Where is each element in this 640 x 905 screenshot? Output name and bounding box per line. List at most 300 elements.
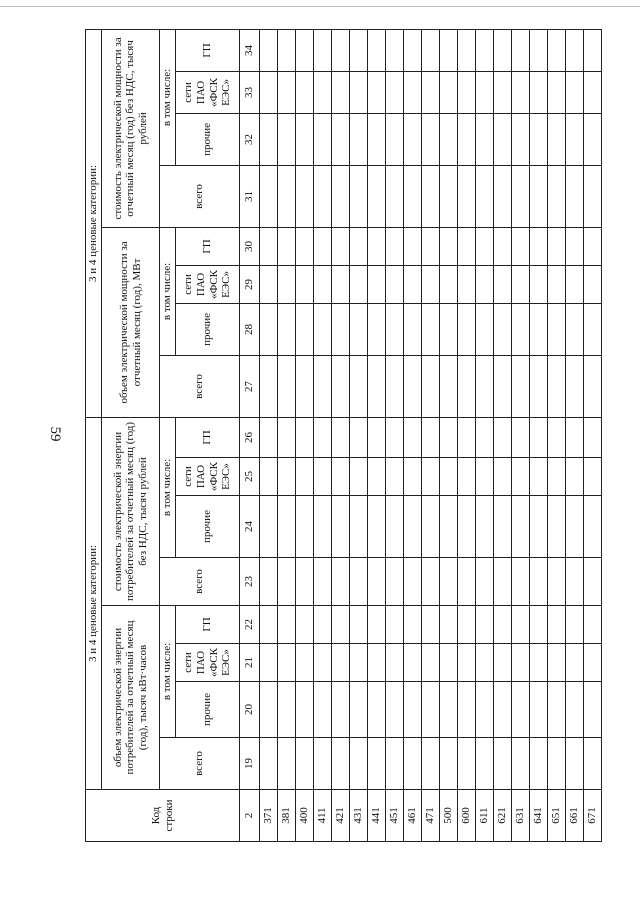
empty-cell[interactable]: [386, 496, 404, 558]
empty-cell[interactable]: [404, 227, 422, 265]
empty-cell[interactable]: [422, 227, 440, 265]
empty-cell[interactable]: [494, 682, 512, 738]
empty-cell[interactable]: [494, 458, 512, 496]
empty-cell[interactable]: [314, 496, 332, 558]
empty-cell[interactable]: [404, 165, 422, 227]
empty-cell[interactable]: [422, 113, 440, 165]
empty-cell[interactable]: [530, 355, 548, 417]
empty-cell[interactable]: [296, 71, 314, 113]
empty-cell[interactable]: [440, 113, 458, 165]
empty-cell[interactable]: [314, 29, 332, 71]
empty-cell[interactable]: [278, 227, 296, 265]
empty-cell[interactable]: [512, 644, 530, 682]
empty-cell[interactable]: [530, 113, 548, 165]
empty-cell[interactable]: [386, 355, 404, 417]
empty-cell[interactable]: [530, 682, 548, 738]
empty-cell[interactable]: [494, 265, 512, 303]
empty-cell[interactable]: [260, 227, 278, 265]
empty-cell[interactable]: [566, 558, 584, 606]
empty-cell[interactable]: [296, 738, 314, 790]
empty-cell[interactable]: [476, 558, 494, 606]
empty-cell[interactable]: [314, 227, 332, 265]
empty-cell[interactable]: [422, 265, 440, 303]
empty-cell[interactable]: [584, 265, 602, 303]
empty-cell[interactable]: [494, 303, 512, 355]
empty-cell[interactable]: [386, 165, 404, 227]
empty-cell[interactable]: [350, 71, 368, 113]
empty-cell[interactable]: [548, 165, 566, 227]
empty-cell[interactable]: [350, 113, 368, 165]
empty-cell[interactable]: [422, 496, 440, 558]
empty-cell[interactable]: [548, 113, 566, 165]
empty-cell[interactable]: [314, 738, 332, 790]
empty-cell[interactable]: [440, 71, 458, 113]
empty-cell[interactable]: [332, 682, 350, 738]
empty-cell[interactable]: [530, 71, 548, 113]
empty-cell[interactable]: [386, 682, 404, 738]
empty-cell[interactable]: [260, 417, 278, 457]
empty-cell[interactable]: [278, 265, 296, 303]
empty-cell[interactable]: [584, 738, 602, 790]
empty-cell[interactable]: [278, 682, 296, 738]
empty-cell[interactable]: [422, 417, 440, 457]
empty-cell[interactable]: [584, 417, 602, 457]
empty-cell[interactable]: [386, 71, 404, 113]
empty-cell[interactable]: [296, 265, 314, 303]
empty-cell[interactable]: [548, 355, 566, 417]
empty-cell[interactable]: [566, 496, 584, 558]
empty-cell[interactable]: [530, 303, 548, 355]
empty-cell[interactable]: [350, 496, 368, 558]
empty-cell[interactable]: [566, 458, 584, 496]
empty-cell[interactable]: [314, 71, 332, 113]
empty-cell[interactable]: [494, 644, 512, 682]
empty-cell[interactable]: [368, 355, 386, 417]
empty-cell[interactable]: [386, 303, 404, 355]
empty-cell[interactable]: [350, 682, 368, 738]
empty-cell[interactable]: [566, 29, 584, 71]
empty-cell[interactable]: [566, 227, 584, 265]
empty-cell[interactable]: [530, 29, 548, 71]
empty-cell[interactable]: [584, 303, 602, 355]
empty-cell[interactable]: [512, 165, 530, 227]
empty-cell[interactable]: [440, 165, 458, 227]
empty-cell[interactable]: [458, 265, 476, 303]
empty-cell[interactable]: [296, 417, 314, 457]
empty-cell[interactable]: [368, 606, 386, 644]
empty-cell[interactable]: [440, 644, 458, 682]
empty-cell[interactable]: [350, 265, 368, 303]
empty-cell[interactable]: [332, 355, 350, 417]
empty-cell[interactable]: [458, 644, 476, 682]
empty-cell[interactable]: [584, 496, 602, 558]
empty-cell[interactable]: [278, 165, 296, 227]
empty-cell[interactable]: [296, 165, 314, 227]
empty-cell[interactable]: [350, 355, 368, 417]
empty-cell[interactable]: [512, 227, 530, 265]
empty-cell[interactable]: [386, 738, 404, 790]
empty-cell[interactable]: [476, 165, 494, 227]
empty-cell[interactable]: [386, 417, 404, 457]
empty-cell[interactable]: [440, 682, 458, 738]
empty-cell[interactable]: [476, 29, 494, 71]
empty-cell[interactable]: [548, 738, 566, 790]
empty-cell[interactable]: [350, 606, 368, 644]
empty-cell[interactable]: [458, 29, 476, 71]
empty-cell[interactable]: [566, 71, 584, 113]
empty-cell[interactable]: [422, 558, 440, 606]
empty-cell[interactable]: [368, 417, 386, 457]
empty-cell[interactable]: [476, 417, 494, 457]
empty-cell[interactable]: [584, 458, 602, 496]
empty-cell[interactable]: [584, 355, 602, 417]
empty-cell[interactable]: [404, 29, 422, 71]
empty-cell[interactable]: [296, 496, 314, 558]
empty-cell[interactable]: [404, 303, 422, 355]
empty-cell[interactable]: [404, 682, 422, 738]
empty-cell[interactable]: [530, 165, 548, 227]
empty-cell[interactable]: [548, 682, 566, 738]
empty-cell[interactable]: [458, 458, 476, 496]
empty-cell[interactable]: [260, 458, 278, 496]
empty-cell[interactable]: [260, 682, 278, 738]
empty-cell[interactable]: [314, 417, 332, 457]
empty-cell[interactable]: [332, 738, 350, 790]
empty-cell[interactable]: [332, 644, 350, 682]
empty-cell[interactable]: [584, 113, 602, 165]
empty-cell[interactable]: [422, 644, 440, 682]
empty-cell[interactable]: [440, 458, 458, 496]
empty-cell[interactable]: [368, 644, 386, 682]
empty-cell[interactable]: [566, 606, 584, 644]
empty-cell[interactable]: [260, 303, 278, 355]
empty-cell[interactable]: [296, 113, 314, 165]
empty-cell[interactable]: [278, 113, 296, 165]
empty-cell[interactable]: [368, 496, 386, 558]
empty-cell[interactable]: [512, 458, 530, 496]
empty-cell[interactable]: [368, 303, 386, 355]
empty-cell[interactable]: [368, 165, 386, 227]
empty-cell[interactable]: [566, 738, 584, 790]
empty-cell[interactable]: [476, 227, 494, 265]
empty-cell[interactable]: [314, 113, 332, 165]
empty-cell[interactable]: [548, 558, 566, 606]
empty-cell[interactable]: [386, 265, 404, 303]
empty-cell[interactable]: [548, 417, 566, 457]
empty-cell[interactable]: [332, 113, 350, 165]
empty-cell[interactable]: [494, 355, 512, 417]
empty-cell[interactable]: [260, 606, 278, 644]
empty-cell[interactable]: [350, 417, 368, 457]
empty-cell[interactable]: [530, 496, 548, 558]
empty-cell[interactable]: [350, 558, 368, 606]
empty-cell[interactable]: [476, 303, 494, 355]
empty-cell[interactable]: [494, 165, 512, 227]
empty-cell[interactable]: [458, 738, 476, 790]
empty-cell[interactable]: [476, 265, 494, 303]
empty-cell[interactable]: [260, 71, 278, 113]
empty-cell[interactable]: [404, 558, 422, 606]
empty-cell[interactable]: [332, 29, 350, 71]
empty-cell[interactable]: [476, 113, 494, 165]
empty-cell[interactable]: [458, 558, 476, 606]
empty-cell[interactable]: [548, 644, 566, 682]
empty-cell[interactable]: [476, 496, 494, 558]
empty-cell[interactable]: [314, 303, 332, 355]
empty-cell[interactable]: [566, 303, 584, 355]
empty-cell[interactable]: [386, 644, 404, 682]
empty-cell[interactable]: [314, 558, 332, 606]
empty-cell[interactable]: [404, 644, 422, 682]
empty-cell[interactable]: [332, 558, 350, 606]
empty-cell[interactable]: [440, 496, 458, 558]
empty-cell[interactable]: [494, 71, 512, 113]
empty-cell[interactable]: [548, 496, 566, 558]
empty-cell[interactable]: [260, 496, 278, 558]
empty-cell[interactable]: [278, 303, 296, 355]
empty-cell[interactable]: [260, 29, 278, 71]
empty-cell[interactable]: [476, 458, 494, 496]
empty-cell[interactable]: [566, 644, 584, 682]
empty-cell[interactable]: [296, 227, 314, 265]
empty-cell[interactable]: [278, 644, 296, 682]
empty-cell[interactable]: [512, 417, 530, 457]
empty-cell[interactable]: [548, 606, 566, 644]
empty-cell[interactable]: [440, 265, 458, 303]
empty-cell[interactable]: [368, 738, 386, 790]
empty-cell[interactable]: [260, 558, 278, 606]
empty-cell[interactable]: [530, 606, 548, 644]
empty-cell[interactable]: [278, 496, 296, 558]
empty-cell[interactable]: [368, 71, 386, 113]
empty-cell[interactable]: [404, 265, 422, 303]
empty-cell[interactable]: [584, 71, 602, 113]
empty-cell[interactable]: [584, 29, 602, 71]
empty-cell[interactable]: [314, 644, 332, 682]
empty-cell[interactable]: [458, 417, 476, 457]
empty-cell[interactable]: [566, 113, 584, 165]
empty-cell[interactable]: [296, 558, 314, 606]
empty-cell[interactable]: [512, 738, 530, 790]
empty-cell[interactable]: [512, 303, 530, 355]
empty-cell[interactable]: [512, 113, 530, 165]
empty-cell[interactable]: [422, 71, 440, 113]
empty-cell[interactable]: [512, 682, 530, 738]
empty-cell[interactable]: [530, 227, 548, 265]
empty-cell[interactable]: [548, 29, 566, 71]
empty-cell[interactable]: [530, 738, 548, 790]
empty-cell[interactable]: [584, 558, 602, 606]
empty-cell[interactable]: [260, 644, 278, 682]
empty-cell[interactable]: [368, 558, 386, 606]
empty-cell[interactable]: [278, 71, 296, 113]
empty-cell[interactable]: [278, 738, 296, 790]
empty-cell[interactable]: [332, 606, 350, 644]
empty-cell[interactable]: [332, 165, 350, 227]
empty-cell[interactable]: [440, 29, 458, 71]
empty-cell[interactable]: [440, 558, 458, 606]
empty-cell[interactable]: [278, 558, 296, 606]
empty-cell[interactable]: [458, 496, 476, 558]
empty-cell[interactable]: [512, 71, 530, 113]
empty-cell[interactable]: [548, 71, 566, 113]
empty-cell[interactable]: [314, 682, 332, 738]
empty-cell[interactable]: [332, 71, 350, 113]
empty-cell[interactable]: [440, 417, 458, 457]
empty-cell[interactable]: [422, 738, 440, 790]
empty-cell[interactable]: [440, 738, 458, 790]
empty-cell[interactable]: [422, 29, 440, 71]
empty-cell[interactable]: [530, 644, 548, 682]
empty-cell[interactable]: [278, 606, 296, 644]
empty-cell[interactable]: [404, 606, 422, 644]
empty-cell[interactable]: [530, 558, 548, 606]
empty-cell[interactable]: [386, 558, 404, 606]
empty-cell[interactable]: [404, 738, 422, 790]
empty-cell[interactable]: [548, 265, 566, 303]
empty-cell[interactable]: [278, 417, 296, 457]
empty-cell[interactable]: [476, 738, 494, 790]
empty-cell[interactable]: [566, 355, 584, 417]
empty-cell[interactable]: [422, 303, 440, 355]
empty-cell[interactable]: [494, 558, 512, 606]
empty-cell[interactable]: [422, 606, 440, 644]
empty-cell[interactable]: [458, 606, 476, 644]
empty-cell[interactable]: [368, 29, 386, 71]
empty-cell[interactable]: [476, 644, 494, 682]
empty-cell[interactable]: [440, 606, 458, 644]
empty-cell[interactable]: [494, 496, 512, 558]
empty-cell[interactable]: [260, 265, 278, 303]
empty-cell[interactable]: [512, 496, 530, 558]
empty-cell[interactable]: [476, 355, 494, 417]
empty-cell[interactable]: [584, 682, 602, 738]
empty-cell[interactable]: [494, 29, 512, 71]
empty-cell[interactable]: [512, 29, 530, 71]
empty-cell[interactable]: [458, 682, 476, 738]
empty-cell[interactable]: [350, 29, 368, 71]
empty-cell[interactable]: [404, 355, 422, 417]
empty-cell[interactable]: [404, 496, 422, 558]
empty-cell[interactable]: [458, 227, 476, 265]
empty-cell[interactable]: [368, 265, 386, 303]
empty-cell[interactable]: [566, 682, 584, 738]
empty-cell[interactable]: [314, 265, 332, 303]
empty-cell[interactable]: [350, 303, 368, 355]
empty-cell[interactable]: [350, 738, 368, 790]
empty-cell[interactable]: [512, 606, 530, 644]
empty-cell[interactable]: [404, 71, 422, 113]
empty-cell[interactable]: [260, 113, 278, 165]
empty-cell[interactable]: [296, 458, 314, 496]
empty-cell[interactable]: [458, 71, 476, 113]
empty-cell[interactable]: [422, 458, 440, 496]
empty-cell[interactable]: [332, 227, 350, 265]
empty-cell[interactable]: [332, 458, 350, 496]
empty-cell[interactable]: [332, 417, 350, 457]
empty-cell[interactable]: [494, 738, 512, 790]
empty-cell[interactable]: [278, 29, 296, 71]
empty-cell[interactable]: [584, 644, 602, 682]
empty-cell[interactable]: [278, 355, 296, 417]
empty-cell[interactable]: [440, 227, 458, 265]
empty-cell[interactable]: [422, 165, 440, 227]
empty-cell[interactable]: [422, 355, 440, 417]
empty-cell[interactable]: [296, 682, 314, 738]
empty-cell[interactable]: [494, 227, 512, 265]
empty-cell[interactable]: [584, 227, 602, 265]
empty-cell[interactable]: [368, 682, 386, 738]
empty-cell[interactable]: [296, 29, 314, 71]
empty-cell[interactable]: [458, 303, 476, 355]
empty-cell[interactable]: [314, 458, 332, 496]
empty-cell[interactable]: [314, 606, 332, 644]
empty-cell[interactable]: [584, 165, 602, 227]
empty-cell[interactable]: [566, 165, 584, 227]
empty-cell[interactable]: [332, 265, 350, 303]
empty-cell[interactable]: [386, 606, 404, 644]
empty-cell[interactable]: [530, 458, 548, 496]
empty-cell[interactable]: [386, 113, 404, 165]
empty-cell[interactable]: [404, 458, 422, 496]
empty-cell[interactable]: [548, 227, 566, 265]
empty-cell[interactable]: [350, 165, 368, 227]
empty-cell[interactable]: [584, 606, 602, 644]
empty-cell[interactable]: [296, 355, 314, 417]
empty-cell[interactable]: [476, 682, 494, 738]
empty-cell[interactable]: [548, 303, 566, 355]
empty-cell[interactable]: [476, 71, 494, 113]
empty-cell[interactable]: [458, 165, 476, 227]
empty-cell[interactable]: [494, 417, 512, 457]
empty-cell[interactable]: [314, 165, 332, 227]
empty-cell[interactable]: [530, 265, 548, 303]
empty-cell[interactable]: [260, 738, 278, 790]
empty-cell[interactable]: [404, 113, 422, 165]
empty-cell[interactable]: [566, 417, 584, 457]
empty-cell[interactable]: [260, 355, 278, 417]
empty-cell[interactable]: [494, 113, 512, 165]
empty-cell[interactable]: [404, 417, 422, 457]
empty-cell[interactable]: [296, 606, 314, 644]
empty-cell[interactable]: [296, 303, 314, 355]
empty-cell[interactable]: [368, 458, 386, 496]
empty-cell[interactable]: [386, 29, 404, 71]
empty-cell[interactable]: [548, 458, 566, 496]
empty-cell[interactable]: [458, 113, 476, 165]
empty-cell[interactable]: [440, 303, 458, 355]
empty-cell[interactable]: [386, 227, 404, 265]
empty-cell[interactable]: [332, 496, 350, 558]
empty-cell[interactable]: [440, 355, 458, 417]
empty-cell[interactable]: [296, 644, 314, 682]
empty-cell[interactable]: [422, 682, 440, 738]
empty-cell[interactable]: [332, 303, 350, 355]
empty-cell[interactable]: [530, 417, 548, 457]
empty-cell[interactable]: [566, 265, 584, 303]
empty-cell[interactable]: [278, 458, 296, 496]
empty-cell[interactable]: [494, 606, 512, 644]
empty-cell[interactable]: [512, 558, 530, 606]
empty-cell[interactable]: [512, 265, 530, 303]
empty-cell[interactable]: [260, 165, 278, 227]
empty-cell[interactable]: [386, 458, 404, 496]
empty-cell[interactable]: [350, 227, 368, 265]
empty-cell[interactable]: [458, 355, 476, 417]
empty-cell[interactable]: [350, 644, 368, 682]
empty-cell[interactable]: [350, 458, 368, 496]
empty-cell[interactable]: [368, 113, 386, 165]
